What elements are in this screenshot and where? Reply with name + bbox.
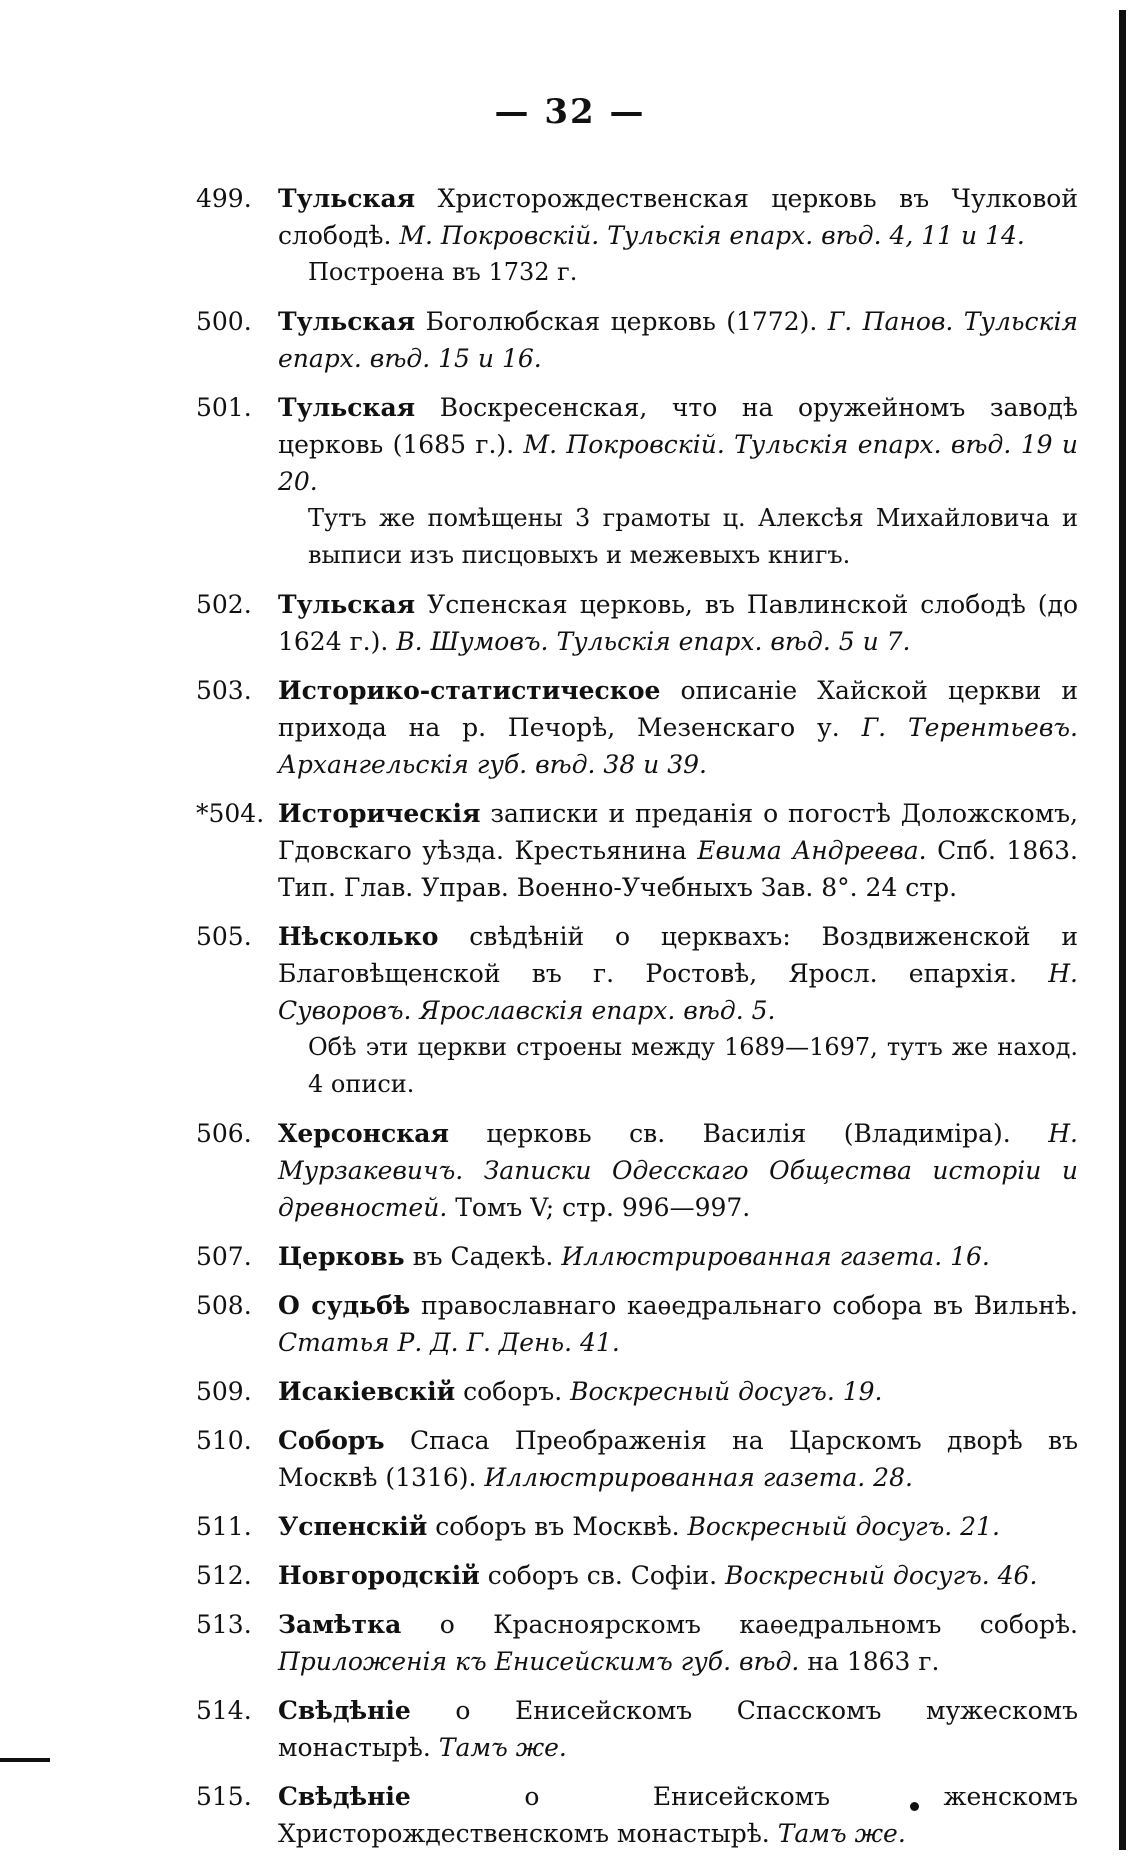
entry-number: 502. [196, 590, 252, 619]
entry-source: Г. Терентьевъ. Архангельскія губ. вѣд. 38 и 39. [278, 713, 1078, 779]
entry-502 [196, 586, 1096, 660]
entry-source: Тамъ же. [769, 1819, 906, 1848]
entry-source: Воскресный досугъ. 19. [562, 1377, 883, 1406]
entry-number: 501. [196, 393, 252, 422]
entry-heading: Церковь [278, 1242, 405, 1271]
entry-heading: Тульская [278, 307, 416, 336]
entry-heading: Тульская [278, 184, 416, 213]
entry-body [278, 1606, 1078, 1680]
entry-509 [196, 1373, 1096, 1410]
entry-text: соборъ. [455, 1377, 563, 1406]
entry-text: православнаго каѳедральнаго собора въ Вильнѣ. [410, 1291, 1078, 1320]
entry-text: свѣдѣній о церквахъ: Воздвиженской и Благовѣщенской въ г. Ростовѣ, Яросл. епархія. [278, 922, 1078, 988]
entry-source: Иллюстрированная газета. 28. [476, 1463, 913, 1492]
entry-number: 511. [196, 1512, 252, 1541]
entry-source: Приложенія къ Енисейскимъ губ. вѣд. [278, 1647, 800, 1676]
entry-text-continued: Спб. 1863. Тип. Глав. Управ. Военно-Учебныхъ Зав. 8°. 24 стр. [278, 836, 1078, 902]
entry-source: Иллюстрированная газета. 16. [553, 1242, 990, 1271]
entry-heading: Свѣдѣніе [278, 1782, 411, 1811]
entry-515 [196, 1778, 1096, 1852]
page-number: — 32 — [494, 92, 646, 132]
entry-text-continued: Томъ V; стр. 996—997. [447, 1193, 751, 1222]
entry-source: Воскресный досугъ. 46. [717, 1561, 1038, 1590]
entry-number: 514. [196, 1696, 252, 1725]
entry-text: о Красноярскомъ каѳедральномъ соборѣ. [401, 1610, 1078, 1639]
entry-source: Н. Мурзакевичъ. Записки Одесскаго Общества исторіи и древностей. [278, 1119, 1079, 1222]
entry-500 [196, 303, 1096, 377]
entry-body [278, 918, 1078, 1029]
entry-501 [196, 389, 1096, 574]
entry-source: Тамъ же. [430, 1733, 567, 1762]
entry-number: 507. [196, 1242, 252, 1271]
entry-heading: О судьбѣ [278, 1291, 411, 1320]
entry-source: В. Шумовъ. Тульскія епарх. вѣд. 5 и 7. [388, 627, 911, 656]
entry-heading: Нѣсколько [278, 922, 439, 951]
entry-text: о Енисейскомъ Спасскомъ мужескомъ монастырѣ. [278, 1696, 1078, 1762]
entry-body [278, 672, 1078, 783]
entry-heading: Херсонская [278, 1119, 449, 1148]
entry-heading: Историко-статистическое [278, 676, 661, 705]
entry-heading: Историческія [278, 799, 481, 828]
entry-510 [196, 1422, 1096, 1496]
entry-number: 512. [196, 1561, 252, 1590]
entry-heading: Замѣтка [278, 1610, 402, 1639]
entry-text: записки и преданія о погостѣ Доложскомъ, Гдовскаго уѣзда. Крестьянина [278, 799, 1078, 865]
entry-text: Спаса Преображенія на Царскомъ дворѣ въ Москвѣ (1316). [278, 1426, 1078, 1492]
entry-text: соборъ св. Софіи. [479, 1561, 718, 1590]
entry-503 [196, 672, 1096, 783]
entry-heading: Свѣдѣніе [278, 1696, 411, 1725]
entry-text-continued: на 1863 г. [799, 1647, 940, 1676]
entry-505 [196, 918, 1096, 1103]
entry-number: 500. [196, 307, 252, 336]
entry-body [278, 1287, 1078, 1361]
entry-source: Статья Р. Д. Г. День. 41. [278, 1328, 620, 1357]
entry-number: 499. [196, 184, 252, 213]
entry-513 [196, 1606, 1096, 1680]
entry-499 [196, 180, 1096, 291]
entry-heading: Тульская [278, 393, 416, 422]
entry-list [196, 180, 1096, 1864]
entry-body [278, 1422, 1078, 1496]
entry-507 [196, 1238, 1096, 1275]
entry-note: Тутъ же помѣщены 3 грамоты ц. Алексѣя Михайловича и выписи изъ писцовыхъ и межевыхъ книгъ. [308, 504, 1078, 569]
entry-body [278, 1508, 1078, 1545]
entry-number: 503. [196, 676, 252, 705]
entry-text: Боголюбская церковь (1772). [415, 307, 818, 336]
entry-source: Н. Суворовъ. Ярославскія епарх. вѣд. 5. [278, 959, 1078, 1025]
entry-number: 509. [196, 1377, 252, 1406]
entry-number: 506. [196, 1119, 252, 1148]
entry-body [278, 1115, 1078, 1226]
entry-note: Построена въ 1732 г. [308, 258, 578, 286]
page-edge-rule [1119, 10, 1126, 1850]
entry-source: Евима Андреева. [686, 836, 927, 865]
entry-body [278, 1557, 1078, 1594]
entry-source: М. Покровскій. Тульскія епарх. вѣд. 4, 11 и 14. [391, 221, 1025, 250]
margin-mark [0, 1758, 50, 1762]
entry-body [278, 586, 1078, 660]
entry-body [278, 1778, 1078, 1852]
entry-text: въ Садекѣ. [404, 1242, 554, 1271]
entry-number: 515. [196, 1782, 252, 1811]
entry-text: описаніе Хайской церкви и прихода на р. Печорѣ, Мезенскаго у. [278, 676, 1078, 742]
entry-body [278, 795, 1078, 906]
entry-514 [196, 1692, 1096, 1766]
entry-text: Успенская церковь, въ Павлинской слободѣ (до 1624 г.). [278, 590, 1078, 656]
entry-body [278, 1692, 1078, 1766]
entry-number: 505. [196, 922, 252, 951]
entry-body [278, 180, 1078, 254]
entry-heading: Успенскій [278, 1512, 428, 1541]
entry-text: соборъ въ Москвѣ. [427, 1512, 680, 1541]
entry-source: Воскресный досугъ. 21. [679, 1512, 1000, 1541]
entry-text: о Енисейскомъ женскомъ Христорождественскомъ монастырѣ. [278, 1782, 1078, 1848]
entry-body [278, 389, 1078, 500]
entry-508 [196, 1287, 1096, 1361]
entry-504 [196, 795, 1096, 906]
entry-heading: Исакіевскій [278, 1377, 456, 1406]
entry-source: М. Покровскій. Тульскія епарх. вѣд. 19 и 20. [278, 430, 1078, 496]
entry-text: Христорождественская церковь въ Чулковой слободѣ. [278, 184, 1078, 250]
entry-number: *504. [196, 799, 265, 828]
entry-note: Обѣ эти церкви строены между 1689—1697, тутъ же наход. 4 описи. [308, 1033, 1078, 1098]
entry-511 [196, 1508, 1096, 1545]
entry-512 [196, 1557, 1096, 1594]
entry-body [278, 1238, 1078, 1275]
entry-text: Воскресенская, что на оружейномъ заводѣ церковь (1685 г.). [278, 393, 1078, 459]
entry-506 [196, 1115, 1096, 1226]
entry-number: 510. [196, 1426, 252, 1455]
entry-number: 513. [196, 1610, 252, 1639]
entry-body [278, 1373, 1078, 1410]
entry-heading: Тульская [278, 590, 416, 619]
entry-number: 508. [196, 1291, 252, 1320]
entry-text: церковь св. Василія (Владиміра). [448, 1119, 1011, 1148]
entry-heading: Новгородскій [278, 1561, 480, 1590]
entry-source: Г. Панов. Тульскія епарх. вѣд. 15 и 16. [278, 307, 1078, 373]
entry-body [278, 303, 1078, 377]
entry-heading: Соборъ [278, 1426, 385, 1455]
